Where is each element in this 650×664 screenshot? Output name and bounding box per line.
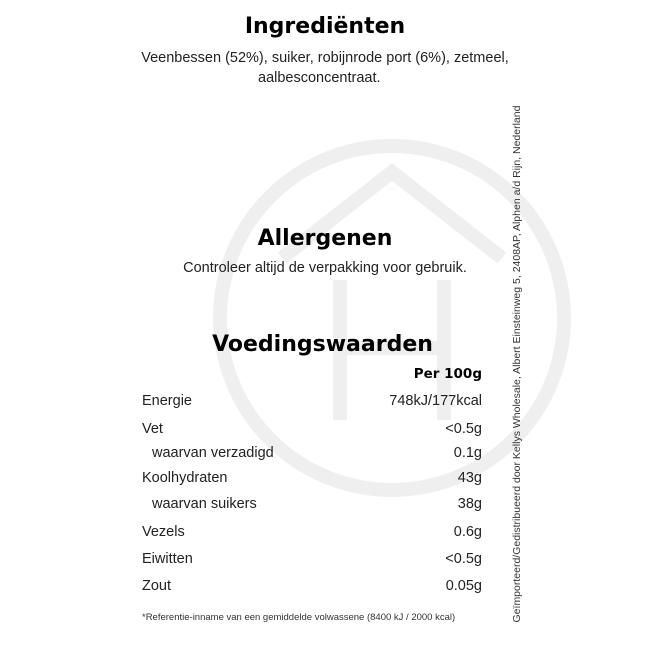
nutrition-row-saturated	[142, 445, 482, 467]
nutrition-row-fiber	[142, 524, 482, 546]
allergens-text: Controleer altijd de verpakking voor gebruik.	[183, 260, 467, 276]
row-label: waarvan verzadigd	[152, 445, 274, 461]
row-value: 0.1g	[453, 445, 482, 461]
row-label: Vezels	[142, 524, 185, 540]
row-value: 43g	[457, 470, 482, 486]
nutrition-row-energy	[142, 393, 482, 415]
nutrition-row-sugars	[142, 496, 482, 518]
row-label: Vet	[142, 421, 163, 437]
row-value: <0.5g	[445, 421, 482, 437]
ingredients-text	[100, 48, 550, 88]
row-value: 0.05g	[445, 578, 482, 594]
per-100g-header: Per 100g	[413, 366, 482, 382]
reference-intake-footnote: *Referentie-inname van een gemiddelde volwassene (8400 kJ / 2000 kcal)	[142, 612, 456, 623]
row-label: waarvan suikers	[152, 496, 257, 512]
ingredients-line-1: Veenbessen (52%), suiker, robijnrode port (6%), zetmeel,	[141, 50, 509, 66]
nutrition-row-carbs	[142, 470, 482, 492]
importer-address: Geïmporteerd/Gedistribueerd door Kellys Wholesale, Albert Einsteinweg 5, 2408AP, Alphen a/d Rijn, Nederland	[511, 105, 523, 623]
nutrition-title: Voedingswaarden	[212, 332, 433, 357]
row-value: 0.6g	[453, 524, 482, 540]
row-label: Energie	[142, 393, 192, 409]
nutrition-row-fat	[142, 421, 482, 443]
row-label: Koolhydraten	[142, 470, 228, 486]
ingredients-title: Ingrediënten	[244, 14, 406, 39]
row-value: 748kJ/177kcal	[389, 393, 482, 409]
row-label: Eiwitten	[142, 551, 193, 567]
row-label: Zout	[142, 578, 172, 594]
nutrition-row-protein	[142, 551, 482, 573]
row-value: 38g	[457, 496, 482, 512]
nutrition-row-salt	[142, 578, 482, 600]
allergens-title: Allergenen	[257, 226, 393, 251]
row-value: <0.5g	[445, 551, 482, 567]
ingredients-line-2: aalbesconcentraat.	[258, 70, 381, 86]
